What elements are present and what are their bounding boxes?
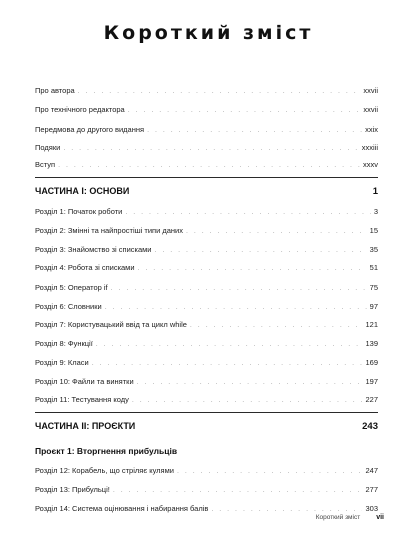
toc-entry-page: xxix xyxy=(365,125,378,134)
dot-leader xyxy=(138,265,367,272)
toc-chapter-12 xyxy=(35,466,378,475)
toc-chapter-11 xyxy=(35,395,378,404)
section-divider xyxy=(35,412,378,413)
dot-leader xyxy=(177,468,363,475)
toc-entry-label: Розділ 3: Знайомство зі списками xyxy=(35,245,152,254)
toc-chapter-3 xyxy=(35,245,378,254)
dot-leader xyxy=(128,107,361,114)
dot-leader xyxy=(190,322,363,329)
toc-chapter-2 xyxy=(35,226,378,235)
dot-leader xyxy=(137,379,363,386)
toc-entry-page: xxvii xyxy=(363,86,378,95)
toc-entry-introduction xyxy=(35,160,378,169)
dot-leader xyxy=(63,145,358,152)
dot-leader xyxy=(92,360,363,367)
toc-entry-label: Розділ 11: Тестування коду xyxy=(35,395,129,404)
toc-entry-page: 121 xyxy=(365,320,378,329)
toc-entry-label: Розділ 6: Словники xyxy=(35,302,102,311)
toc-part-label: ЧАСТИНА II: ПРОЄКТИ xyxy=(35,421,136,431)
toc-entry-label: Розділ 5: Оператор if xyxy=(35,283,108,292)
toc-entry-label: Розділ 4: Робота зі списками xyxy=(35,263,135,272)
page-title: Короткий зміст xyxy=(103,22,314,44)
toc-entry-page: 139 xyxy=(365,339,378,348)
dot-leader xyxy=(186,228,367,235)
toc-part-page: 1 xyxy=(372,186,378,197)
toc-entry-label: Вступ xyxy=(35,160,56,169)
toc-chapter-9 xyxy=(35,358,378,367)
toc-entry-page: xxxiii xyxy=(361,143,378,152)
toc-entry-page: 35 xyxy=(369,245,378,254)
dot-leader xyxy=(111,285,367,292)
toc-part-page: 243 xyxy=(362,421,378,432)
toc-entry-page: 51 xyxy=(369,263,378,272)
toc-chapter-14 xyxy=(35,504,378,513)
toc-entry-label: Розділ 10: Файли та винятки xyxy=(35,377,134,386)
toc-project-1: Проєкт 1: Вторгнення прибульців xyxy=(35,446,178,456)
toc-entry-page: 3 xyxy=(373,207,378,216)
dot-leader xyxy=(113,487,363,494)
toc-part-2 xyxy=(35,421,378,432)
toc-entry-label: Розділ 9: Класи xyxy=(35,358,89,367)
section-divider xyxy=(35,177,378,178)
toc-entry-label: Розділ 14: Система оцінювання і набирання балів xyxy=(35,504,209,513)
toc-entry-page: 75 xyxy=(369,283,378,292)
toc-entry-label: Розділ 2: Змінні та найпростіші типи даних xyxy=(35,226,183,235)
toc-entry-label: Розділ 12: Корабель, що стріляє кулями xyxy=(35,466,174,475)
toc-entry-page: 277 xyxy=(365,485,378,494)
toc-entry-label: Про технічного редактора xyxy=(35,105,125,114)
toc-entry-about-author xyxy=(35,86,378,95)
toc-part-1 xyxy=(35,186,378,197)
dot-leader xyxy=(105,304,367,311)
dot-leader xyxy=(154,247,366,254)
toc-entry-label: Подяки xyxy=(35,143,61,152)
toc-entry-label: Розділ 8: Функції xyxy=(35,339,93,348)
toc-entry-page: 15 xyxy=(369,226,378,235)
toc-chapter-7 xyxy=(35,320,378,329)
toc-entry-about-tech-editor xyxy=(35,105,378,114)
toc-entry-label: Розділ 7: Користувацький ввід та цикл while xyxy=(35,320,187,329)
toc-entry-page: xxxv xyxy=(363,160,378,169)
toc-entry-label: Про автора xyxy=(35,86,75,95)
toc-chapter-5 xyxy=(35,283,378,292)
toc-entry-page: 169 xyxy=(365,358,378,367)
running-footer-section: Короткий зміст xyxy=(315,514,361,521)
toc-entry-page: 227 xyxy=(365,395,378,404)
dot-leader xyxy=(211,506,362,513)
toc-entry-page: 303 xyxy=(365,504,378,513)
dot-leader xyxy=(96,341,363,348)
toc-entry-label: Розділ 1: Початок роботи xyxy=(35,207,123,216)
toc-entry-page: 247 xyxy=(365,466,378,475)
toc-chapter-6 xyxy=(35,302,378,311)
toc-entry-acknowledgments xyxy=(35,143,378,152)
dot-leader xyxy=(58,162,360,169)
toc-entry-page: 197 xyxy=(365,377,378,386)
toc-chapter-4 xyxy=(35,263,378,272)
toc-chapter-1 xyxy=(35,207,378,216)
dot-leader xyxy=(78,88,361,95)
toc-entry-page: 97 xyxy=(369,302,378,311)
toc-chapter-10 xyxy=(35,377,378,386)
toc-entry-page: xxvii xyxy=(363,105,378,114)
toc-chapter-8 xyxy=(35,339,378,348)
toc-chapter-13 xyxy=(35,485,378,494)
dot-leader xyxy=(125,209,370,216)
dot-leader xyxy=(147,127,362,134)
toc-entry-label: Передмова до другого видання xyxy=(35,125,145,134)
dot-leader xyxy=(132,397,363,404)
page-footer xyxy=(316,514,384,521)
toc-part-label: ЧАСТИНА I: ОСНОВИ xyxy=(35,186,130,196)
toc-entry-label: Розділ 13: Прибульці! xyxy=(35,485,110,494)
page-number: vii xyxy=(376,514,384,521)
toc-entry-preface xyxy=(35,125,378,134)
